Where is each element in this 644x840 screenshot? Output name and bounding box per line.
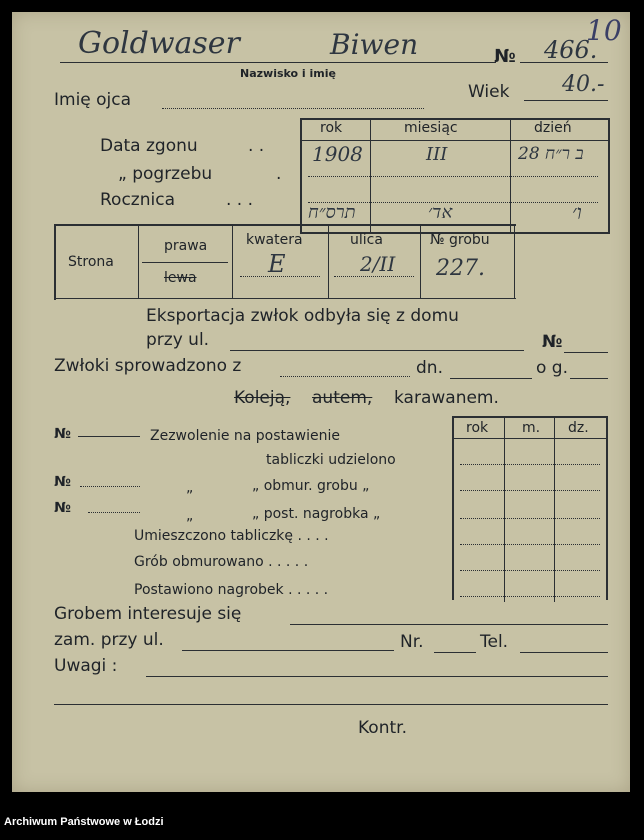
permits-row-line-4 bbox=[460, 544, 600, 545]
name-line bbox=[60, 62, 496, 63]
side-left-struck: lewa bbox=[164, 270, 197, 286]
permit-row2-ditto: „ bbox=[186, 480, 194, 496]
address-label: zam. przy ul. bbox=[54, 630, 164, 650]
quarter-label: kwatera bbox=[246, 232, 303, 248]
permits-col-divider-1 bbox=[504, 418, 505, 602]
permit-number-2: № bbox=[54, 474, 71, 490]
phone-label: Tel. bbox=[480, 632, 509, 652]
permits-col-day: dz. bbox=[568, 420, 589, 436]
export-street-label: przy ul. bbox=[146, 330, 210, 350]
interested-label: Grobem interesuje się bbox=[54, 604, 242, 624]
anniversary-day: ו׳ bbox=[572, 200, 582, 224]
transport-hearse: karawanem. bbox=[394, 388, 499, 408]
export-street-line bbox=[230, 350, 524, 351]
dates-col-month: miesiąc bbox=[404, 120, 458, 136]
location-divider-1 bbox=[138, 226, 139, 298]
location-divider-4 bbox=[420, 226, 421, 298]
name-caption: Nazwisko i imię bbox=[240, 67, 336, 80]
dots-burial: . bbox=[276, 164, 282, 184]
dates-row-divider-1 bbox=[308, 176, 598, 177]
first-name-handwritten: Biwen bbox=[330, 28, 419, 61]
brought-from-label: Zwłoki sprowadzono z bbox=[54, 356, 242, 376]
location-bottom-rule bbox=[54, 298, 516, 299]
grave-number-value: 227. bbox=[436, 256, 485, 281]
age-value: 40.- bbox=[562, 72, 605, 97]
permits-col-divider-2 bbox=[554, 418, 555, 602]
permit-line-2 bbox=[80, 486, 140, 487]
death-date-label: Data zgonu bbox=[100, 136, 198, 156]
death-year: 1908 bbox=[312, 142, 363, 166]
control-label: Kontr. bbox=[358, 718, 407, 738]
permit-row3-ditto: „ bbox=[186, 508, 194, 524]
grave-number-label: № grobu bbox=[430, 232, 490, 248]
transport-rail-struck: Koleją, bbox=[234, 388, 291, 408]
death-month: III bbox=[426, 144, 448, 165]
dots-death: . . bbox=[248, 136, 265, 156]
quarter-line bbox=[240, 276, 320, 277]
age-line bbox=[524, 100, 608, 101]
number-label: № bbox=[494, 46, 516, 67]
permits-header-divider bbox=[452, 438, 608, 439]
permit-row1a: Zezwolenie na postawienie bbox=[150, 428, 340, 444]
phone-line bbox=[520, 652, 608, 653]
permits-row-line-6 bbox=[460, 596, 600, 597]
transport-car-struck: autem, bbox=[312, 388, 373, 408]
house-number-line bbox=[434, 652, 476, 653]
permit-number-1: № bbox=[54, 426, 71, 442]
burial-date-label: „ pogrzebu bbox=[118, 164, 213, 184]
plaque-placed: Umieszczono tabliczkę . . . . bbox=[134, 528, 329, 544]
father-line bbox=[162, 108, 424, 109]
export-number-label: № bbox=[542, 332, 563, 352]
location-divider-5 bbox=[514, 226, 515, 298]
brought-from-line bbox=[280, 376, 410, 377]
notes-label: Uwagi : bbox=[54, 656, 118, 676]
date-line bbox=[450, 378, 532, 379]
corner-number: 10 bbox=[586, 14, 622, 47]
permit-row1b: tabliczki udzielono bbox=[266, 452, 396, 468]
quarter-value: E bbox=[268, 250, 286, 278]
anniversary-month: אד׳ bbox=[428, 202, 453, 223]
permits-row-line-2 bbox=[460, 490, 600, 491]
number-line bbox=[520, 62, 608, 63]
hour-line bbox=[570, 378, 608, 379]
age-label: Wiek bbox=[468, 82, 510, 102]
anniversary-label: Rocznica bbox=[100, 190, 175, 210]
street-line bbox=[334, 276, 414, 277]
permit-row3: „ post. nagrobka „ bbox=[252, 506, 381, 522]
father-label: Imię ojca bbox=[54, 90, 132, 110]
permits-row-line-3 bbox=[460, 518, 600, 519]
address-line bbox=[182, 650, 394, 651]
permits-row-line-5 bbox=[460, 570, 600, 571]
notes-line-1 bbox=[146, 676, 608, 677]
permit-line-1 bbox=[78, 436, 140, 437]
permits-table bbox=[452, 416, 608, 600]
archive-caption: Archiwum Państwowe w Łodzi bbox=[4, 816, 164, 828]
dates-col-year: rok bbox=[320, 120, 343, 136]
location-divider-2 bbox=[232, 226, 233, 298]
location-divider-3 bbox=[328, 226, 329, 298]
notes-line-2 bbox=[54, 704, 608, 705]
anniversary-year: תרס״ח bbox=[308, 202, 356, 223]
street-value: 2/II bbox=[360, 252, 396, 276]
hour-label: o g. bbox=[536, 358, 568, 378]
death-day: 28 ב ר״ח bbox=[518, 144, 584, 164]
export-number-line bbox=[564, 352, 608, 353]
card-number: 466. bbox=[544, 36, 598, 64]
street-label: ulica bbox=[350, 232, 383, 248]
house-number-label: Nr. bbox=[400, 632, 424, 652]
permit-number-3: № bbox=[54, 500, 71, 516]
permit-row2: „ obmur. grobu „ bbox=[252, 478, 370, 494]
dates-col-day: dzień bbox=[534, 120, 572, 136]
dots-anniv: . . . bbox=[226, 190, 254, 210]
grave-walled: Grób obmurowano . . . . . bbox=[134, 554, 309, 570]
permit-line-3 bbox=[88, 512, 140, 513]
permits-col-year: rok bbox=[466, 420, 489, 436]
dates-header-divider bbox=[302, 140, 608, 141]
surname-handwritten: Goldwaser bbox=[78, 26, 240, 61]
permits-row-line-1 bbox=[460, 464, 600, 465]
export-heading: Eksportacja zwłok odbyła się z domu bbox=[146, 306, 459, 326]
date-label: dn. bbox=[416, 358, 443, 378]
side-label: Strona bbox=[68, 254, 114, 270]
registry-card bbox=[12, 12, 630, 792]
side-divider bbox=[142, 262, 228, 263]
permits-col-month: m. bbox=[522, 420, 541, 436]
side-right: prawa bbox=[164, 238, 208, 254]
tombstone-placed: Postawiono nagrobek . . . . . bbox=[134, 582, 329, 598]
interested-line bbox=[290, 624, 608, 625]
permits-top-rule bbox=[452, 416, 608, 418]
